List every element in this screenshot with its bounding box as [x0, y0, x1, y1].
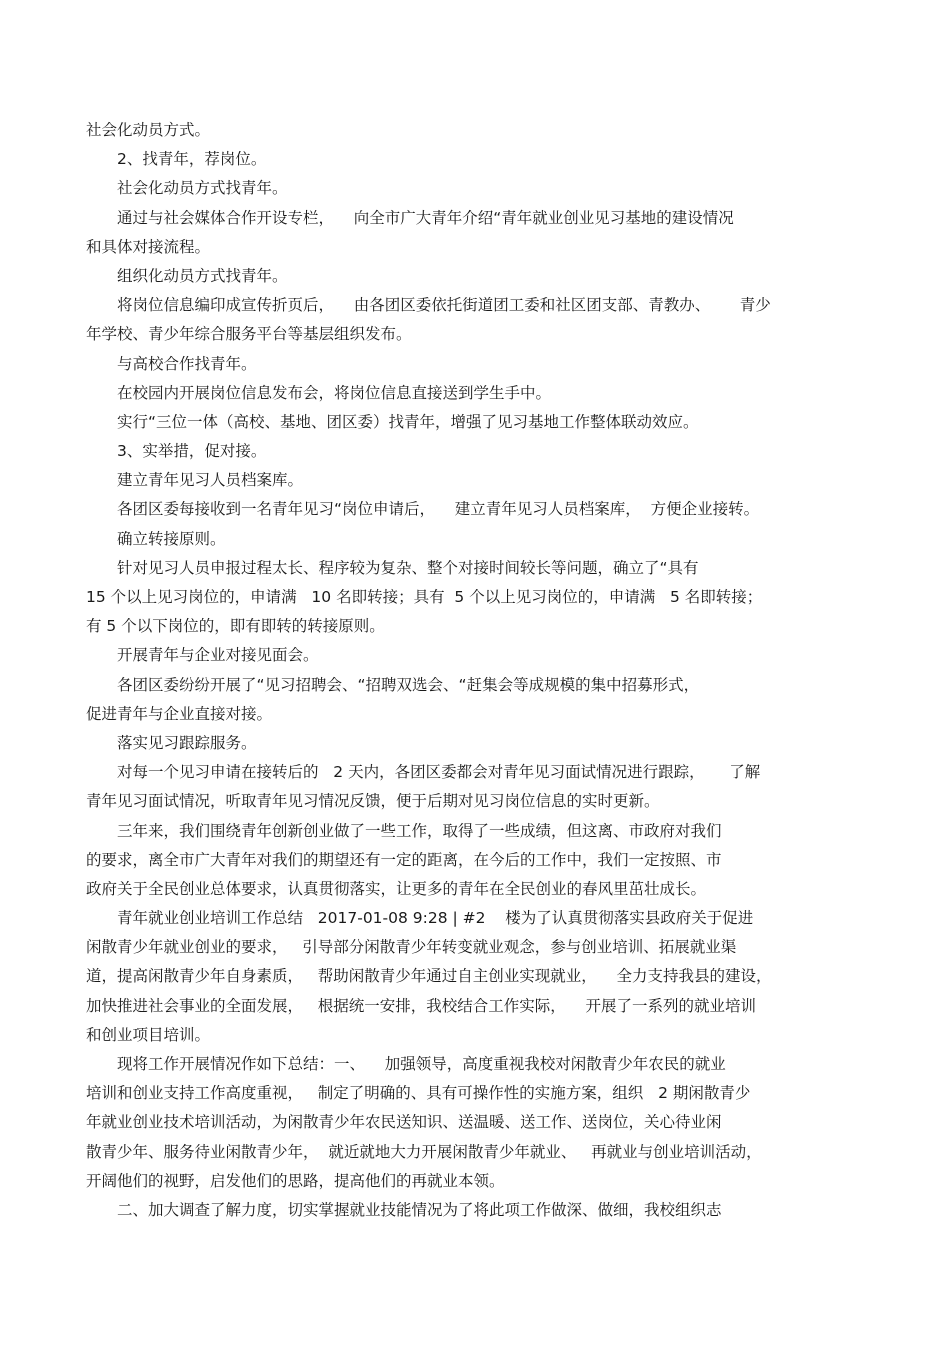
text-line: 培训和创业支持工作高度重视， 制定了明确的、具有可操作性的实施方案，组织 2 期闲散青少 [86, 1084, 751, 1103]
text-line: 三年来，我们围绕青年创新创业做了一些工作，取得了一些成绩，但这离、市政府对我们 [117, 821, 722, 840]
text-line: 对每一个见习申请在接转后的 2 天内，各团区委都会对青年见习面试情况进行跟踪， 了解 [117, 763, 761, 782]
text-line: 散青少年、服务待业闲散青少年， 就近就地大力开展闲散青少年就业、 再就业与创业培训活动， [86, 1142, 762, 1161]
text-line: 实行“三位一体（高校、基地、团区委）找青年，增强了见习基地工作整体联动效应。 [117, 412, 699, 431]
text-line: 各团区委纷纷开展了“见习招聘会、“招聘双选会、“赶集会等成规模的集中招募形式， [117, 675, 700, 694]
text-line: 闲散青少年就业创业的要求， 引导部分闲散青少年转变就业观念，参与创业培训、拓展就业渠 [86, 938, 737, 957]
text-line: 二、加大调查了解力度，切实掌握就业技能情况为了将此项工作做深、做细，我校组织志 [117, 1200, 722, 1219]
text-line: 在校园内开展岗位信息发布会，将岗位信息直接送到学生手中。 [117, 383, 552, 402]
text-line: 政府关于全民创业总体要求，认真贯彻落实，让更多的青年在全民创业的春风里茁壮成长。 [86, 879, 707, 898]
text-line: 2、找青年，荐岗位。 [117, 150, 267, 169]
text-line: 落实见习跟踪服务。 [117, 733, 257, 752]
text-line: 和具体对接流程。 [86, 237, 211, 256]
text-line: 加快推进社会事业的全面发展， 根据统一安排，我校结合工作实际， 开展了一系列的就业培训 [86, 996, 756, 1015]
document-body [86, 116, 866, 1225]
text-line: 社会化动员方式找青年。 [117, 179, 288, 198]
text-line: 青年就业创业培训工作总结 2017-01-08 9:28 | #2 楼为了认真贯彻落实县政府关于促进 [117, 909, 754, 928]
text-line: 15 个以上见习岗位的，申请满 10 名即转接；具有 5 个以上见习岗位的，申请满 5 名即转接； [86, 588, 763, 606]
text-line: 年就业创业技术培训活动，为闲散青少年农民送知识、送温暖、送工作、送岗位，关心待业闲 [86, 1113, 722, 1132]
text-line: 3、实举措，促对接。 [117, 442, 267, 461]
text-line: 针对见习人员申报过程太长、程序较为复杂、整个对接时间较长等问题，确立了“具有 [117, 558, 699, 577]
text-line: 道，提高闲散青少年自身素质， 帮助闲散青少年通过自主创业实现就业， 全力支持我县的建设， [86, 967, 772, 986]
text-line: 各团区委每接收到一名青年见习“岗位申请后， 建立青年见习人员档案库， 方便企业接转。 [117, 500, 760, 519]
text-line: 组织化动员方式找青年。 [117, 266, 288, 285]
text-line: 开展青年与企业对接见面会。 [117, 646, 319, 665]
text-line: 的要求，离全市广大青年对我们的期望还有一定的距离，在今后的工作中，我们一定按照、市 [86, 850, 722, 869]
text-line: 和创业项目培训。 [86, 1025, 211, 1044]
text-line: 现将工作开展情况作如下总结：一、 加强领导，高度重视我校对闲散青少年农民的就业 [117, 1055, 726, 1073]
text-line: 年学校、青少年综合服务平台等基层组织发布。 [86, 325, 412, 344]
text-line: 有 5 个以下岗位的，即有即转的转接原则。 [86, 617, 385, 636]
text-line: 确立转接原则。 [117, 529, 226, 548]
text-line: 促进青年与企业直接对接。 [86, 704, 273, 723]
text-line: 社会化动员方式。 [86, 121, 211, 139]
text-line: 开阔他们的视野，启发他们的思路，提高他们的再就业本领。 [86, 1171, 505, 1190]
text-line: 将岗位信息编印成宣传折页后， 由各团区委依托街道团工委和社区团支部、青教办、 青少 [117, 296, 771, 315]
text-line: 建立青年见习人员档案库。 [117, 471, 304, 490]
text-line: 通过与社会媒体合作开设专栏， 向全市广大青年介绍“青年就业创业见习基地的建设情况 [117, 208, 734, 227]
text-line: 青年见习面试情况，听取青年见习情况反馈，便于后期对见习岗位信息的实时更新。 [86, 792, 660, 811]
text-line: 与高校合作找青年。 [117, 354, 257, 373]
